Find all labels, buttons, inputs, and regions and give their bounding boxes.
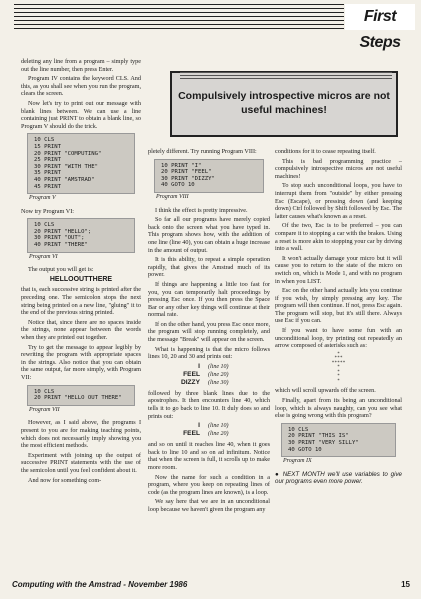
paragraph: It won't actually damage your micro but it will cause you to return to the state of the micro on switch on, which is Mode 1, and with no program in when you LIST. [275, 254, 402, 285]
paragraph: To stop such unconditional loops, you have to interrupt them from "outside" by either pressing Esc (Escape), or pressing down (and keeping down) Ctrl followed by Shift followed by Esc. The latter causes what's known as a reset. [275, 182, 402, 220]
callout-stripes [180, 72, 392, 80]
arrow-row: ***** [331, 360, 346, 366]
output-lines-1 [148, 363, 270, 387]
code-line: 40 PRINT "THERE" [34, 242, 88, 249]
paragraph: If you want to have some fun with an unconditional loop, try printing out repeatedly an arrow composed of asterisks such as: [275, 327, 402, 350]
code-line: 10 CLS [34, 388, 55, 395]
code-line: 20 PRINT "FEEL" [161, 169, 212, 176]
arrow-row: * [337, 351, 340, 357]
code-line: 45 PRINT [34, 183, 61, 190]
paragraph: And now for something com- [28, 476, 102, 484]
output-word: I [198, 362, 200, 370]
header-stripes [14, 4, 344, 30]
paragraph: Now try Program VI: [21, 207, 74, 215]
output-word: FEEL [183, 430, 200, 438]
code-line: 30 PRINT "VERY SILLY" [288, 439, 359, 446]
callout-box [170, 71, 398, 137]
paragraph: What is happening is that the micro follows lines 10, 20 and 30 and prints out: [148, 345, 270, 361]
line-note: (line 20) [208, 371, 229, 378]
line-note: (line 20) [208, 431, 229, 438]
paragraph: Experiment with joining up the output of successive PRINT statements with the use of the semicolon until you feel confident about it. [21, 451, 141, 474]
paragraph: We say here that we are in an unconditional loop because we haven't given the program any [148, 498, 270, 513]
paragraph: followed by three blank lines due to the apostrophes. It then encounters line 40, which tells it to go back to line 10. It duly does so and prints out: [148, 389, 270, 420]
program-caption: Program IX [283, 458, 312, 465]
code-line: 40 GOTO 10 [161, 182, 195, 189]
paragraph: Notice that, since there are no spaces inside the strings, none appear between the words when they are printed out together. [21, 318, 141, 341]
code-line: 40 PRINT "AMSTRAD" [34, 176, 95, 183]
arrow-row: * [337, 365, 340, 371]
code-line: 10 CLS [288, 426, 309, 433]
column-1 [21, 58, 141, 486]
paragraph: If on the other hand, you press Esc once more, the program will stop running completely, and the message "Break" will appear on the screen. [148, 320, 270, 344]
code-line: 20 PRINT "THIS IS" [288, 433, 349, 440]
paragraph: Now the name for such a condition in a program, where you keep on repeating lines of code (as the program lines are known), is a loop. [148, 473, 270, 496]
line-note: (line 10) [208, 363, 229, 370]
paragraph: Esc on the other hand actually lets you continue if you wish, by simply pressing any key. The program will then continue. If not, press Esc again. The program will stop, but it's still there. Always use Esc if you can. [275, 287, 402, 325]
program-caption: Program VII [29, 406, 60, 413]
asterisk-arrow [275, 353, 402, 385]
paragraph: which will scroll upwards off the screen. [275, 387, 376, 395]
code-line: 10 CLS [34, 222, 55, 229]
callout-text: Compulsively introspective micros are not useful machines! [178, 90, 390, 116]
program-listing-v [27, 133, 135, 194]
paragraph: I think the effect is pretty impressive. [155, 206, 248, 214]
column-2 [148, 148, 270, 516]
paragraph: deleting any line from a program – simply type out the line number, then press Enter. [21, 58, 141, 73]
output-lines-2 [148, 422, 270, 438]
code-line: 15 PRINT [34, 143, 61, 150]
arrow-row: * [337, 378, 340, 384]
arrow-row: *** [334, 356, 343, 362]
paragraph: Now let's try to print out our message with blank lines between. We can use a line containing just PRINT to obtain a blank line, so Program V should do the trick. [21, 99, 141, 130]
line-note: (line 10) [208, 423, 229, 430]
next-month-note: ● NEXT MONTH we'll use variables to give our programs even more power. [275, 470, 402, 486]
paragraph: It is this ability, to repeat a simple operation rapidly, that gives the Amstrad much of its power. [148, 256, 270, 279]
paragraph: and so on until it reaches line 40, when it goes back to line 10 and so on ad infinitum. Notice that when the screen is full, it scrolls up to make more room. [148, 441, 270, 471]
page-number: 15 [401, 580, 410, 589]
page-footer [12, 580, 412, 594]
output-word: FEEL [183, 370, 200, 378]
code-line: 40 GOTO 10 [288, 446, 322, 453]
paragraph: that is, each successive string is printed after the preceding one. The semicolon stops the next string being printed on a new line, "gluing" it to the end of the previous string printed. [21, 286, 141, 317]
program-caption: Program VI [29, 253, 58, 260]
code-line: 30 PRINT "DIZZY" [161, 175, 215, 182]
code-line: 20 PRINT "COMPUTING" [34, 150, 102, 157]
program-listing-ix [281, 423, 396, 457]
paragraph: This is bad programming practice – compulsively introspective micros are not useful machines! [275, 157, 402, 180]
code-line: 25 PRINT [34, 157, 61, 164]
arrow-row: * [337, 369, 340, 375]
code-line: 20 PRINT "HELLO"; [34, 228, 92, 235]
line-note: (line 30) [208, 379, 229, 386]
program-listing-vi [27, 218, 135, 252]
program-caption: Program VIII [156, 193, 189, 200]
code-line: 30 PRINT "OUT"; [34, 235, 85, 242]
code-line: 20 PRINT "HELLO OUT THERE" [34, 395, 122, 402]
code-line: 30 PRINT "WITH THE" [34, 163, 98, 170]
paragraph: So far all our programs have merely copied back onto the screen what you have typed in. This program shows how, with the addition of one line (line 40), you can obtain a huge increase in the amount of output. [148, 216, 270, 254]
section-title: First Steps [345, 4, 415, 30]
output-word: I [198, 422, 200, 430]
paragraph: However, as I said above, the programs I present to you are for making teaching points, which does not necessarily imply showing you the most efficient methods. [21, 419, 141, 450]
code-line: 10 CLS [34, 137, 55, 144]
paragraph: pletely different. Try running Program VIII: [148, 148, 257, 155]
program-listing-viii [154, 159, 264, 193]
program-caption: Program V [29, 195, 56, 202]
code-line: 10 PRINT "I" [161, 162, 202, 169]
program-listing-vii [27, 385, 135, 406]
footer-title: Computing with the Amstrad - November 1986 [12, 580, 188, 589]
paragraph: Of the two, Esc is to be preferred – you can compare it to stopping a car with the brakes. Using a reset is more akin to stopping your car by driving into a wall. [275, 222, 402, 253]
paragraph: conditions for it to cease repeating itself. [275, 148, 376, 155]
paragraph: Try to get the message to appear legibly by rewriting the program with appropriate spaces in the strings. Also notice that you can obtain the same output, far more simply, with Program VII: [21, 343, 141, 381]
paragraph: If things are happening a little too fast for you, you can temporarily halt proceedings by pressing Esc once. If you then press the Space Bar or any other key things will continue at their normal rate. [148, 280, 270, 319]
column-3 [275, 148, 402, 486]
paragraph: Program IV contains the keyword CLS. And this, as you shall see when you run the program, clears the screen. [21, 75, 141, 98]
arrow-row: * [337, 374, 340, 380]
page-header [0, 0, 421, 51]
paragraph: Finally, apart from its being an unconditional loop, which is always naughty, can you see what else is going wrong with this program? [275, 396, 402, 420]
paragraph: The output you will get is: [28, 266, 94, 274]
code-line: 35 PRINT [34, 170, 61, 177]
output-word: DIZZY [180, 378, 200, 386]
output-example: HELLOOUTTHERE [49, 275, 113, 283]
